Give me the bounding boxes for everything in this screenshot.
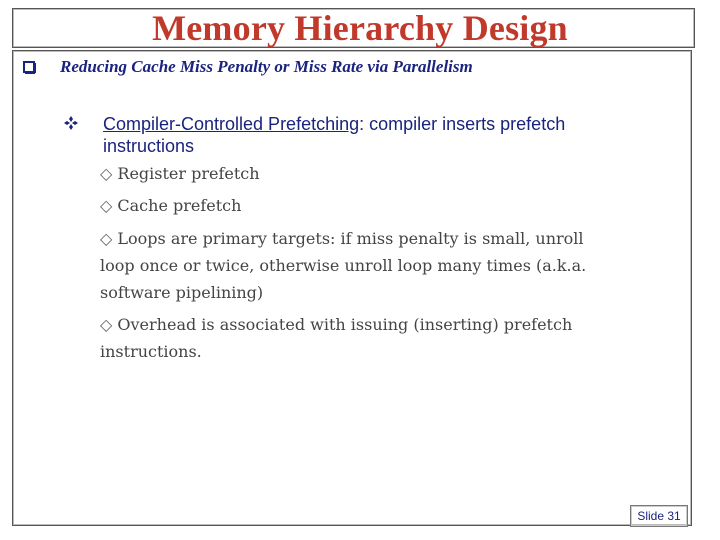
subpoint-overhead — [100, 311, 600, 365]
four-diamond-bullet-icon — [64, 116, 78, 130]
prefetching-term: Compiler-Controlled Prefetching — [103, 114, 360, 134]
diamond-bullet-icon: ◇ — [100, 229, 118, 248]
prefetching-description: : compiler inserts prefetch instructions — [103, 114, 566, 156]
diamond-bullet-icon: ◇ — [100, 164, 118, 183]
slide-number-badge: Slide 31 — [630, 505, 688, 527]
sub-bullet-text — [103, 113, 643, 157]
subpoint-register-prefetch — [100, 160, 260, 187]
subpoint-text: Loops are primary targets: if miss penalty is small, unroll loop once or twice, otherwise unroll loop many times (a.k.a. software pipelining) — [100, 229, 587, 302]
diamond-bullet-icon: ◇ — [100, 315, 118, 334]
main-bullet-text: Reducing Cache Miss Penalty or Miss Rate via Parallelism — [60, 57, 473, 76]
subpoint-cache-prefetch — [100, 192, 241, 219]
subpoint-loops — [100, 225, 615, 306]
subpoint-text: Register prefetch — [117, 164, 260, 183]
subpoint-text: Cache prefetch — [117, 196, 242, 215]
subpoint-text: Overhead is associated with issuing (inserting) prefetch instructions. — [100, 315, 573, 361]
diamond-bullet-icon: ◇ — [100, 196, 118, 215]
hollow-square-bullet-icon — [22, 60, 36, 74]
slide-title: Memory Hierarchy Design — [152, 8, 568, 48]
